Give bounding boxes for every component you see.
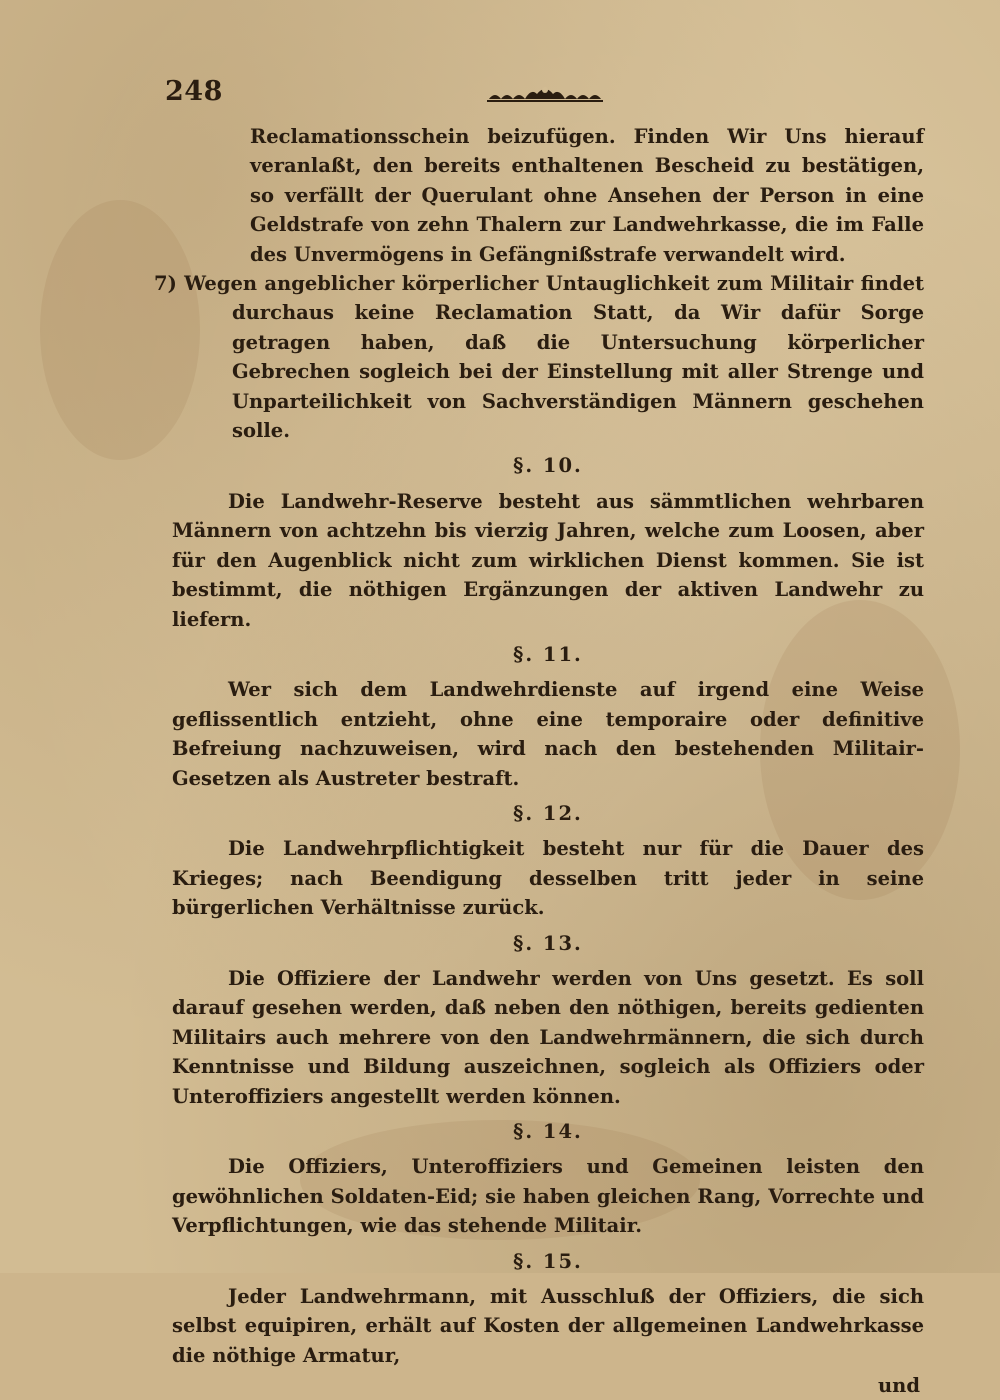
paragraph: Die Landwehrpflichtigkeit besteht nur für die Dauer des Krieges; nach Beendigung desselben tritt jeder in seine bürgerlichen Verhältnisse zurück.: [172, 837, 924, 920]
section-heading: §. 12.: [513, 801, 583, 825]
paragraph: Wer sich dem Landwehrdienste auf irgend eine Weise geflissentlich entzieht, ohne eine temporaire oder definitive Befreiung nachzuweisen, wird nach den bestehenden Militair-Gesetzen als Austreter bestraft.: [172, 678, 924, 790]
section-heading: §. 11.: [513, 642, 583, 666]
numbered-item: 7) Wegen angeblicher körperlicher Untauglichkeit zum Militair findet durchaus keine Reclamation Statt, da Wir dafür Sorge getragen haben, daß die Untersuchung körperlicher Gebrechen sogleich bei der Einstellung mit aller Strenge und Unparteilichkeit von Sachverständigen Männern geschehen solle.: [154, 272, 924, 443]
section-heading: §. 15.: [513, 1249, 583, 1273]
page-number: 248: [165, 76, 223, 107]
body-text: [154, 122, 924, 1400]
paragraph: Reclamationsschein beizufügen. Finden Wir Uns hierauf veranlaßt, den bereits enthaltenen Bescheid zu bestätigen, so verfällt der Querulant ohne Ansehen der Person in eine Geldstrafe von zehn Thalern zur Landwehrkasse, die im Falle des Unvermögens in Gefängnißstrafe verwandelt wird.: [250, 125, 924, 266]
paragraph: Die Offiziers, Unteroffiziers und Gemeinen leisten den gewöhnlichen Soldaten-Eid; sie haben gleichen Rang, Vorrechte und Verpflichtungen, wie das stehende Militair.: [172, 1155, 924, 1238]
paragraph: Die Offiziere der Landwehr werden von Uns gesetzt. Es soll darauf gesehen werden, daß neben den nöthigen, bereits gedienten Militairs auch mehrere von den Landwehrmännern, die sich durch Kenntnisse und Bildung auszeichnen, sogleich als Offiziers oder Unteroffiziers angestellt werden können.: [172, 966, 924, 1108]
section-heading: §. 10.: [513, 454, 583, 478]
paragraph: Die Landwehr-Reserve besteht aus sämmtlichen wehrbaren Männern von achtzehn bis vierzig Jahren, welche zum Loosen, aber für den Augenblick nicht zum wirklichen Dienst kommen. Sie ist bestimmt, die nöthigen Ergänzungen der aktiven Landwehr zu liefern.: [172, 489, 924, 631]
section-heading: §. 13.: [513, 931, 583, 955]
paragraph: Jeder Landwehrmann, mit Ausschluß der Offiziers, die sich selbst equipiren, erhält auf Kosten der allgemeinen Landwehrkasse die nöthige Armatur,: [172, 1285, 924, 1367]
section-heading: §. 14.: [513, 1120, 583, 1143]
page-header: [165, 70, 925, 120]
catchword: und: [878, 1374, 920, 1398]
header-ornament-icon: [485, 82, 605, 104]
